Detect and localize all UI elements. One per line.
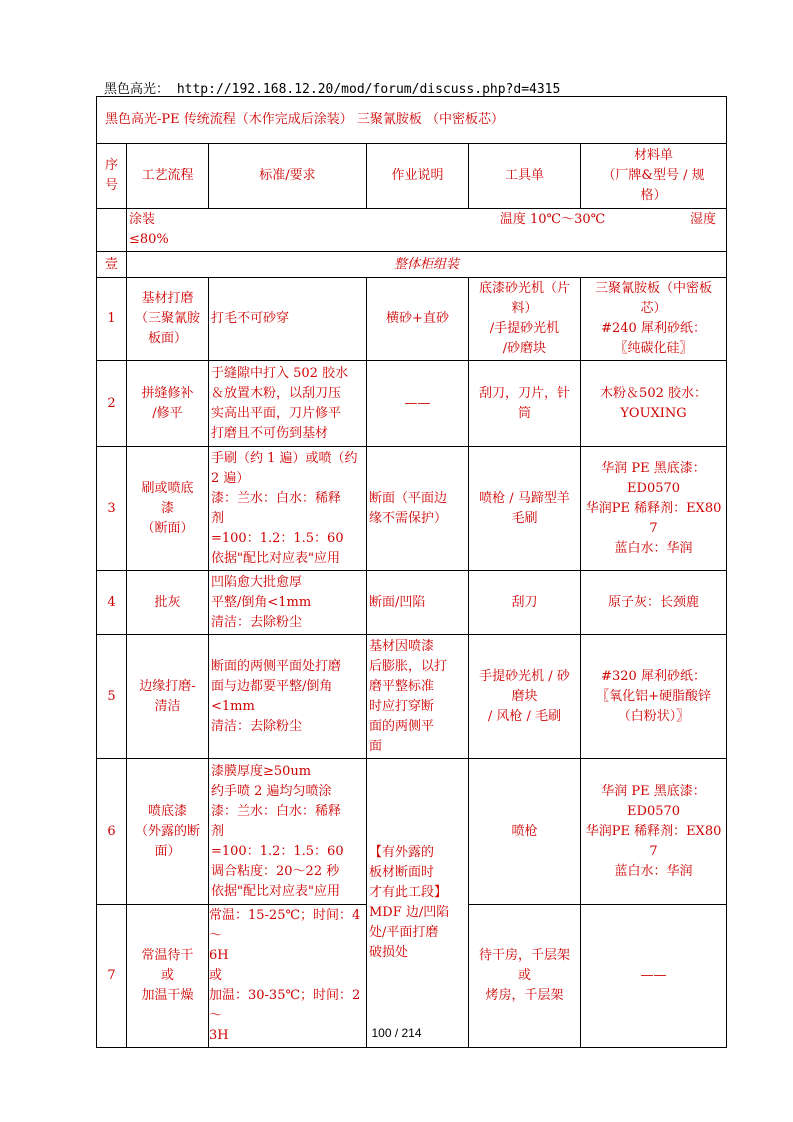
text-line: 华润PE 稀释剂：EX807 xyxy=(585,500,722,536)
text-line: ED0570 xyxy=(627,803,681,819)
text-line: ED0570 xyxy=(627,480,681,496)
text-line: 处/平面打磨 xyxy=(369,925,439,940)
col-header-operation: 作业说明 xyxy=(367,144,469,209)
row-no: 6 xyxy=(97,759,127,905)
text-line: 清洁 xyxy=(154,698,181,714)
text-line: 漆 xyxy=(160,500,174,516)
text-line: 筒 xyxy=(517,405,531,421)
painting-condition-row xyxy=(97,209,727,252)
col-header-tools: 工具单 xyxy=(469,144,581,209)
row-no: 3 xyxy=(97,447,127,571)
text-line: 约手喷 2 遍均匀喷涂 xyxy=(211,783,332,799)
text-line: 原子灰：长颈鹿 xyxy=(608,594,700,610)
row-process xyxy=(127,759,209,905)
col-header-no xyxy=(97,144,127,209)
text-line: 于缝隙中打入 502 胶水 xyxy=(211,365,349,381)
text-line: 时应打穿断 xyxy=(369,698,435,714)
page-number: 100 / 214 xyxy=(371,1026,422,1040)
text-line: 剂 xyxy=(211,823,225,839)
text-line: 调合粘度：20～22 秒 xyxy=(211,863,340,879)
painting-humidity-value: ≤80% xyxy=(129,232,169,247)
text-line: ＆放置木粉，以刮刀压 xyxy=(211,385,342,401)
text-line: =100：1.2：1.5：60 xyxy=(211,843,344,859)
row-process xyxy=(127,447,209,571)
text-line: 实高出平面，刀片修平 xyxy=(211,405,342,421)
text-line: 喷枪 / 马蹄型羊 xyxy=(479,490,570,506)
text-line: 打磨且不可伤到基材 xyxy=(211,425,329,441)
text-line: 批灰 xyxy=(154,594,181,610)
text-line: 华润 PE 黑底漆： xyxy=(601,783,706,799)
text-line: 或 xyxy=(160,968,174,983)
col-header-materials-line: 格） xyxy=(640,188,667,203)
row-no: 2 xyxy=(97,361,127,447)
col-header-process: 工艺流程 xyxy=(127,144,209,209)
text-line: 常温：15-25℃；时间：4～ xyxy=(209,908,361,943)
text-line: 蓝白水：华润 xyxy=(614,540,693,556)
table-row xyxy=(97,635,727,759)
text-line: YOUXING xyxy=(620,405,687,421)
text-line: 3H xyxy=(209,1028,229,1043)
row-no: 4 xyxy=(97,571,127,635)
row-tools xyxy=(469,759,581,905)
row-tools xyxy=(469,447,581,571)
painting-label: 涂装 xyxy=(129,212,156,227)
col-header-materials xyxy=(581,144,727,209)
text-line: 2 遍） xyxy=(211,470,250,486)
painting-humidity-label: 湿度 xyxy=(690,212,717,227)
text-line: 板材断面时 xyxy=(369,865,435,880)
row-materials xyxy=(581,635,727,759)
section-row xyxy=(97,252,727,278)
row-process xyxy=(127,635,209,759)
text-line: MDF 边/凹陷 xyxy=(369,905,450,920)
text-line: 漆：兰水：白水：稀释 xyxy=(211,803,342,819)
text-line: 手提砂光机 / 砂 xyxy=(479,668,570,684)
text-line: 断面的两侧平面处打磨 xyxy=(211,658,342,674)
process-table xyxy=(96,96,727,1048)
column-header-row xyxy=(97,144,727,209)
row-operation xyxy=(367,278,469,361)
table-row xyxy=(97,447,727,571)
col-header-standard: 标准/要求 xyxy=(209,144,367,209)
text-line: （白粉状）〗 xyxy=(617,708,690,724)
row-standard xyxy=(209,635,367,759)
text-line: /手提砂光机 xyxy=(489,321,560,336)
text-line: （三聚氰胺 xyxy=(134,311,200,326)
text-line: 蓝白水：华润 xyxy=(614,863,693,879)
text-line: 木粉＆502 胶水： xyxy=(600,385,707,401)
text-line: 漆膜厚度≥50um xyxy=(211,763,312,779)
text-line: 三聚氰胺板（中密板 xyxy=(595,281,713,296)
text-line: 拼缝修补 xyxy=(141,385,194,401)
text-line: /修平 xyxy=(152,405,183,421)
table-title-row xyxy=(97,97,727,144)
row-materials xyxy=(581,447,727,571)
painting-empty-cell xyxy=(97,209,127,252)
text-line: 毛刷 xyxy=(511,510,538,526)
row-standard xyxy=(209,278,367,361)
row-tools xyxy=(469,278,581,361)
text-line: 面与边都要平整/倒角 xyxy=(211,678,333,694)
table-row xyxy=(97,278,727,361)
row-materials xyxy=(581,571,727,635)
text-line: #320 犀利砂纸： xyxy=(601,668,706,684)
col-header-no-line: 号 xyxy=(104,178,118,193)
text-line: 断面（平面边 xyxy=(369,490,448,506)
row-tools xyxy=(469,635,581,759)
text-line: 或 xyxy=(517,968,531,983)
row-process xyxy=(127,571,209,635)
text-line: /砂磨块 xyxy=(502,341,547,356)
text-line: 喷底漆 xyxy=(147,803,187,819)
row-operation-merged xyxy=(367,759,469,1048)
text-line: 后膨胀，以打 xyxy=(369,658,448,674)
row-no: 1 xyxy=(97,278,127,361)
text-line: 依据"配比对应表"应用 xyxy=(211,550,340,566)
text-line: 刷或喷底 xyxy=(141,480,194,496)
text-line: 芯） xyxy=(640,301,667,316)
text-line: 料） xyxy=(511,301,538,316)
row-tools xyxy=(469,361,581,447)
text-line: 基材打磨 xyxy=(141,291,194,306)
text-line: 才有此工段】 xyxy=(369,885,448,900)
row-tools xyxy=(469,571,581,635)
text-line: 加温：30-35℃；时间：2～ xyxy=(209,988,361,1023)
text-line: （断面） xyxy=(141,520,194,536)
row-standard xyxy=(209,361,367,447)
text-line: 破损处 xyxy=(369,945,409,960)
row-standard xyxy=(209,759,367,905)
text-line: 〖纯碳化硅〗 xyxy=(614,341,693,356)
text-line: =100：1.2：1.5：60 xyxy=(211,530,344,546)
text-line: 【有外露的 xyxy=(369,845,435,860)
table-row xyxy=(97,571,727,635)
text-line: <1mm xyxy=(211,698,255,714)
text-line: 面 xyxy=(369,738,383,754)
text-line: 〖氧化铝+硬脂酸锌 xyxy=(596,688,711,704)
text-line: 依据"配比对应表"应用 xyxy=(211,883,340,899)
section-no: 壹 xyxy=(97,252,127,278)
text-line: 底漆砂光机（片 xyxy=(478,281,570,296)
text-line: 漆：兰水：白水：稀释 xyxy=(211,490,342,506)
text-line: 横砂+直砂 xyxy=(386,311,449,326)
col-header-materials-line: （厂牌&型号 / 规 xyxy=(602,168,705,183)
text-line: 或 xyxy=(209,968,223,983)
text-line: #240 犀利砂纸： xyxy=(601,321,706,336)
row-no: 7 xyxy=(97,905,127,1048)
painting-conditions xyxy=(127,209,727,252)
text-line: 常温待干 xyxy=(141,948,194,963)
text-line: 缘不需保护） xyxy=(369,510,448,526)
col-header-no-line: 序 xyxy=(104,158,118,173)
text-line: 基材因喷漆 xyxy=(369,638,435,654)
text-line: 清洁：去除粉尘 xyxy=(211,718,303,734)
text-line: —— xyxy=(404,395,431,411)
row-no: 5 xyxy=(97,635,127,759)
page-header-url: 黑色高光： http://192.168.12.20/mod/forum/discuss.php?d=4315 xyxy=(104,82,561,97)
row-materials xyxy=(581,361,727,447)
text-line: 6H xyxy=(209,948,229,963)
text-line: 刮刀，刀片，针 xyxy=(478,385,570,401)
text-line: 磨块 xyxy=(511,688,538,704)
text-line: 断面/凹陷 xyxy=(369,594,426,610)
table-title: 黑色高光-PE 传统流程（木作完成后涂装） 三聚氰胺板 （中密板芯） xyxy=(97,97,727,144)
text-line: 华润 PE 黑底漆： xyxy=(601,460,706,476)
row-materials xyxy=(581,278,727,361)
text-line: 烤房，千层架 xyxy=(485,988,564,1003)
text-line: 面） xyxy=(154,843,181,859)
table-row xyxy=(97,759,727,905)
table-row xyxy=(97,361,727,447)
text-line: / 风枪 / 毛刷 xyxy=(487,708,562,724)
row-process xyxy=(127,278,209,361)
text-line: 打毛不可砂穿 xyxy=(211,311,290,326)
painting-temperature: 温度 10℃～30℃ xyxy=(499,212,606,227)
text-line: 面的两侧平 xyxy=(369,718,435,734)
row-standard xyxy=(209,571,367,635)
text-line: 待干房，千层架 xyxy=(478,948,570,963)
row-operation xyxy=(367,571,469,635)
text-line: 手刷（约 1 遍）或喷（约 xyxy=(211,450,358,466)
row-materials xyxy=(581,759,727,905)
text-line: 磨平整标准 xyxy=(369,678,435,694)
text-line: —— xyxy=(640,968,667,983)
section-title: 整体柜组装 xyxy=(127,252,727,278)
text-line: 华润PE 稀释剂：EX807 xyxy=(585,823,722,859)
col-header-materials-line: 材料单 xyxy=(634,148,674,163)
text-line: 加温干燥 xyxy=(141,988,194,1003)
row-standard xyxy=(209,447,367,571)
text-line: 平整/倒角<1mm xyxy=(211,594,312,610)
text-line: 剂 xyxy=(211,510,225,526)
text-line: 刮刀 xyxy=(511,594,538,610)
row-operation xyxy=(367,361,469,447)
text-line: 板面） xyxy=(147,331,187,346)
painting-conditions-line xyxy=(129,210,724,230)
row-operation xyxy=(367,447,469,571)
row-operation xyxy=(367,635,469,759)
text-line: 喷枪 xyxy=(511,823,538,839)
row-process xyxy=(127,361,209,447)
text-line: （外露的断 xyxy=(134,823,200,839)
text-line: 边缘打磨- xyxy=(139,678,196,694)
text-line: 清洁：去除粉尘 xyxy=(211,614,303,630)
text-line: 凹陷愈大批愈厚 xyxy=(211,574,303,590)
